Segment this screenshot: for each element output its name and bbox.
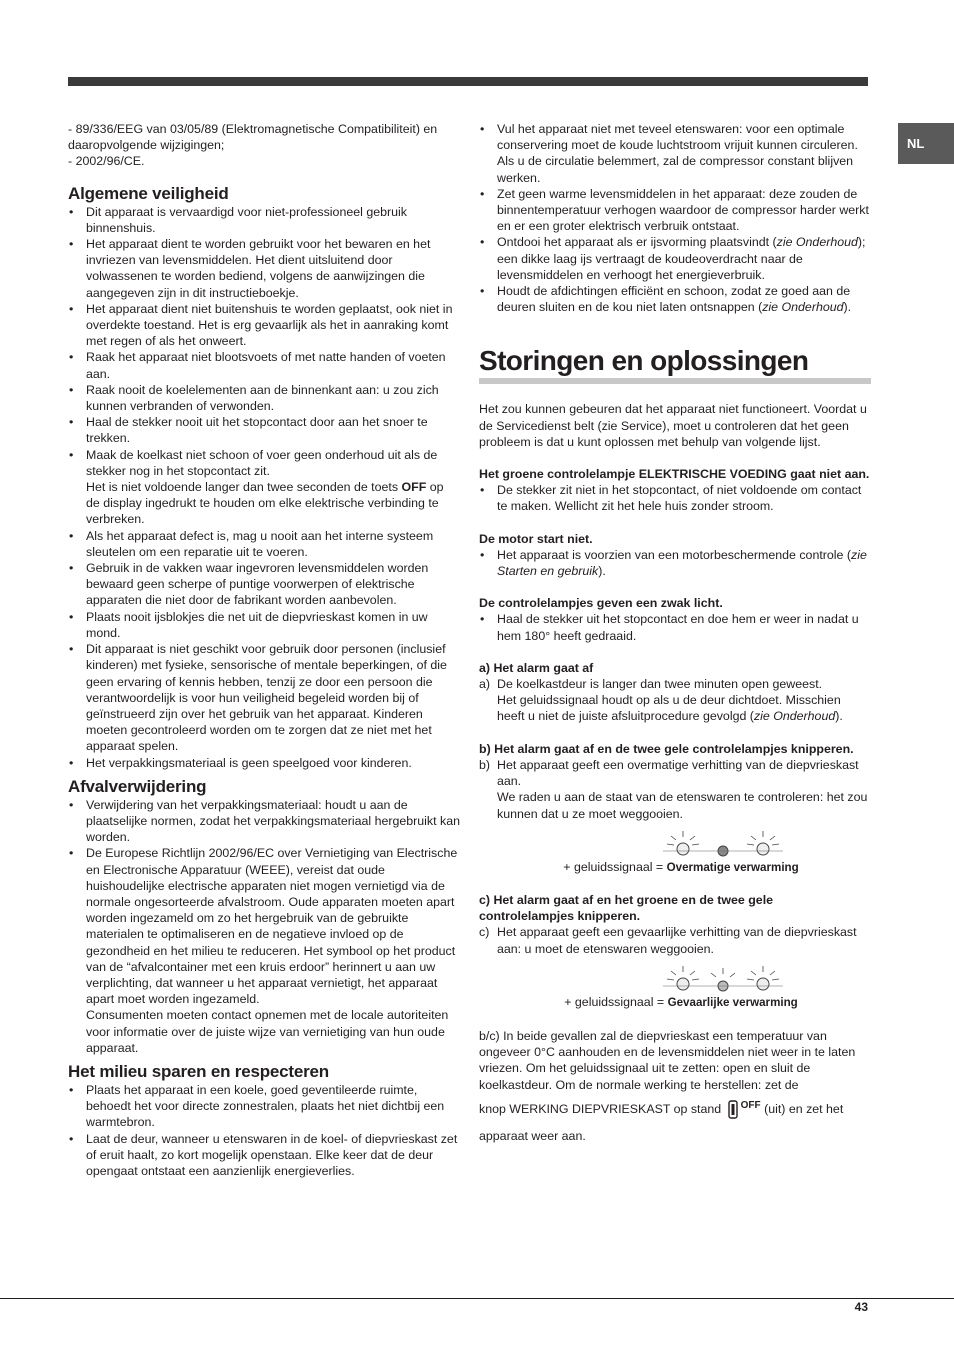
bc-last-line: apparaat weer aan. (479, 1128, 586, 1143)
environment-list (68, 1082, 460, 1179)
list-item: • Vul het apparaat niet met teveel etenswaren: voor een optimale conservering moet de koude luchtstroom vrijuit kunnen circuleren. Als u de circulatie belemmert, zal de compressor constant blijven werken. (479, 121, 871, 186)
list-item-text: op de display ingedrukt te houden om elke elektrische verbinding te verbreken. (86, 480, 444, 527)
lamps-danger-diagram (479, 963, 871, 993)
heading-environment: Het milieu sparen en respecteren (68, 1061, 329, 1081)
reference-text: zie Onderhoud (753, 709, 836, 724)
list-item: • Raak het apparaat niet blootsvoets of met natte handen of voeten aan. (68, 349, 460, 381)
body-text: Het geluidssignaal houdt op als u de deur dichtdoet. Misschien heeft u niet de juiste afsluitprocedure gevolgd ( (497, 693, 841, 724)
issue-alarm-a-title: a) Het alarm gaat af (479, 660, 594, 675)
caption-text: + geluidssignaal = (563, 859, 667, 874)
body-text: ). (835, 709, 843, 724)
issue-alarm-b-body (479, 757, 871, 822)
body-text: Het apparaat geeft een gevaarlijke verhitting van de diepvrieskast aan: u moet de etenswaren weggooien. (497, 925, 857, 956)
blinking-lamps-icon (663, 963, 783, 993)
issue-weak-title: De controlelampjes geven een zwak licht. (479, 596, 723, 611)
caption-text: + geluidssignaal = (564, 994, 668, 1009)
list-item-text: Houdt de afdichtingen efficiënt en schoon, zodat ze goed aan de deuren sluiten en de kou niet laten ontsnappen ( (497, 284, 851, 315)
list-item: • Plaats nooit ijsblokjes die net uit de diepvrieskast komen in uw mond. (68, 609, 460, 641)
right-column (479, 121, 871, 1144)
intro-line: - 89/336/EEG van 03/05/89 (Elektromagnetische Compatibiliteit) en daaropvolgende wijzigingen; (68, 122, 438, 153)
environment-list-continued (479, 121, 871, 315)
list-item (68, 447, 460, 528)
list-item: • Dit apparaat is niet geschikt voor gebruik door personen (inclusief kinderen) met fysieke, sensorische of mentale beperkingen, of die geen ervaring of kennis hebben, tenzij ze door een persoon die verantwoordelijk is voor hun veiligheid begeleid worden bij of geïnstrueerd zijn over het gebruik van het apparaat. Kinderen moeten gecontroleerd worden om te zorgen dat ze niet met het apparaat spelen. (68, 641, 460, 754)
header-bar (68, 77, 868, 86)
item-letter: c) (479, 925, 490, 940)
item-letter: b) (479, 757, 491, 772)
list-item: • Plaats het apparaat in een koele, goed geventileerde ruimte, behoedt het voor directe zonnestralen, plaats het niet dichtbij een warmtebron. (68, 1082, 460, 1131)
issue-alarm-c-title: c) Het alarm gaat af en het groene en de twee gele controlelampjes knipperen. (479, 892, 774, 924)
list-item (479, 547, 871, 579)
disposal-list (68, 797, 460, 1008)
list-item: • Raak nooit de koelelementen aan de binnenkant aan: u zou zich kunnen verbranden of verwonden. (68, 382, 460, 414)
intro-line: - 2002/96/CE. (68, 154, 145, 169)
page-number: 43 (854, 1300, 868, 1314)
list-item: • Het apparaat dient niet buitenshuis te worden geplaatst, ook niet in overdekte toestand. Het is erg gevaarlijk als het in aanraking komt met regen of als het onweert. (68, 301, 460, 350)
caption-bold: Gevaarlijke verwarming (667, 995, 798, 1009)
list-item: • De Europese Richtlijn 2002/96/EC over Vernietiging van Electrische en Electronische Apparatuur (WEEE), vereist dat oude huishoudelijke electrische apparaten niet mogen vernietigd via de normale ongesorteerde afvalstroom. Oude apparaten moeten apart worden ingezameld om zo het hergebruik van de gebruikte materialen te optimaliseren en de negatieve invloed op de gezondheid en het milieu te reduceren. Het symbool op het product van de “afvalcontainer met een kruis erdoor” herinnert u aan uw verplichting, dat wanneer u het apparaat vernietigt, het apparaat apart moet worden ingezameld. (68, 845, 460, 1007)
list-item-text: ). (843, 300, 852, 315)
list-item: • Als het apparaat defect is, mag u nooit aan het interne systeem sleutelen om een reparatie uit te voeren. (68, 528, 460, 560)
lamp-caption-danger (479, 994, 871, 1011)
body-text: We raden u aan de staat van de etenswaren te controleren: het zou kunnen dat u ze moet weggooien. (497, 790, 868, 821)
safety-list (68, 204, 460, 771)
reference-text: zie Starten en gebruik (497, 547, 867, 579)
body-text: b/c) In beide gevallen zal de diepvrieskast een temperatuur van ongeveer 0°C aanhouden en de levensmiddelen niet weer in te laten vriezen. Om het geluidssignaal uit te zetten: open en sluit de koelkastdeur. Om de normale werking te herstellen: zet de (479, 1028, 856, 1092)
off-key-label: OFF (401, 480, 427, 495)
issue-motor-title: De motor start niet. (479, 531, 593, 546)
footer-rule (0, 1298, 954, 1299)
disposal-extra: Consumenten moeten contact opnemen met de locale autoriteiten voor informatie over de juiste wijze van vernietiging van hun oude apparaat. (86, 1008, 449, 1055)
body-text: De koelkastdeur is langer dan twee minuten open geweest. (497, 677, 823, 692)
title-underline (479, 378, 871, 384)
off-label: OFF (740, 1099, 761, 1111)
list-item: • Gebruik in de vakken waar ingevroren levensmiddelen worden bewaard geen scherpe of puntige voorwerpen of elektrische apparaten die niet door de fabrikant worden aanbevolen. (68, 560, 460, 609)
issue-alarm-b-title: b) Het alarm gaat af en de twee gele controlelampjes knipperen. (479, 741, 854, 756)
left-column (68, 121, 460, 1179)
blinking-lamps-icon (663, 828, 783, 858)
issue-power-title: Het groene controlelampje ELEKTRISCHE VOEDING gaat niet aan. (479, 467, 870, 482)
lamp-caption-overheat (479, 859, 871, 876)
item-letter: a) (479, 677, 491, 692)
section-title: Storingen en oplossingen (479, 345, 809, 377)
list-item: • De stekker zit niet in het stopcontact, of niet voldoende om contact te maken. Wellicht zit het hele huis zonder stroom. (479, 482, 871, 514)
issue-alarm-c-body (479, 924, 871, 956)
reference-text: zie Onderhoud (776, 235, 858, 250)
section-title-block (479, 345, 871, 384)
list-item: • Verwijdering van het verpakkingsmateriaal: houdt u aan de plaatselijke normen, zodat het verpakkingsmateriaal hergebruikt kan worden. (68, 797, 460, 846)
list-item: • Het apparaat dient te worden gebruikt voor het bewaren en het invriezen van levensmiddelen. Het dient uitsluitend door volwassenen te worden bediend, volgens de aanwijzingen die aangegeven zijn in dit instructieboekje. (68, 236, 460, 301)
list-item: • Dit apparaat is vervaardigd voor niet-professioneel gebruik binnenshuis. (68, 204, 460, 236)
body-text: (uit) en zet het (760, 1101, 844, 1116)
list-item: • Haal de stekker nooit uit het stopcontact door aan het snoer te trekken. (68, 414, 460, 446)
list-item-text: ); een dikke laag ijs vertraagt de koudeoverdracht naar de levensmiddelen en verhoogt het energieverbruik. (497, 235, 866, 282)
list-item: • Haal de stekker uit het stopcontact en doe hem er weer in nadat u hem 180° heeft gedraaid. (479, 611, 871, 643)
body-text: knop WERKING DIEPVRIESKAST op stand (479, 1101, 725, 1116)
bc-paragraph (479, 1028, 871, 1093)
list-item-text: Het is niet voldoende langer dan twee seconden de toets (86, 480, 402, 495)
caption-bold: Overmatige verwarming (666, 860, 799, 874)
heading-disposal: Afvalverwijdering (68, 776, 207, 796)
troubleshoot-intro: Het zou kunnen gebeuren dat het apparaat niet functioneert. Voordat u de Servicedienst belt (zie Service), moet u controleren dat het geen probleem is dat u kunt oplossen met behulp van volgende lijst. (479, 402, 867, 449)
heading-safety: Algemene veiligheid (68, 183, 229, 203)
list-item-text: Maak de koelkast niet schoon of voer geen onderhoud uit als de stekker nog in het stopcontact zit. (86, 447, 438, 478)
language-tab: NL (898, 123, 954, 164)
lamps-overheat-diagram (479, 828, 871, 858)
bc-knob-line (479, 1095, 871, 1126)
list-item-text: Het apparaat is voorzien van een motorbeschermende controle ( (497, 547, 852, 562)
list-item (479, 283, 871, 315)
list-item (479, 234, 871, 283)
issue-weak-list (479, 611, 871, 643)
list-item-text: Ontdooi het apparaat als er ijsvorming plaatsvindt ( (497, 235, 777, 250)
issue-motor-list (479, 547, 871, 579)
list-item-text: ). (598, 564, 606, 579)
reference-text: zie Onderhoud (762, 300, 844, 315)
issue-power-list (479, 482, 871, 514)
list-item: • Zet geen warme levensmiddelen in het apparaat: deze zouden de binnentemperatuur verhogen waardoor de compressor harder werkt en er een groter elektrisch verbruik ontstaat. (479, 186, 871, 235)
list-item: • Laat de deur, wanneer u etenswaren in de koel- of diepvrieskast zet of eruit haalt, zo kort mogelijk openstaan. Elke keer dat de deur opengaat ontstaat een aanzienlijk energieverlies. (68, 1131, 460, 1180)
list-item: • Het verpakkingsmateriaal is geen speelgoed voor kinderen. (68, 755, 460, 771)
knob-off-icon (727, 1099, 741, 1126)
body-text: Het apparaat geeft een overmatige verhitting van de diepvrieskast aan. (497, 757, 859, 789)
issue-alarm-a-body (479, 676, 871, 725)
